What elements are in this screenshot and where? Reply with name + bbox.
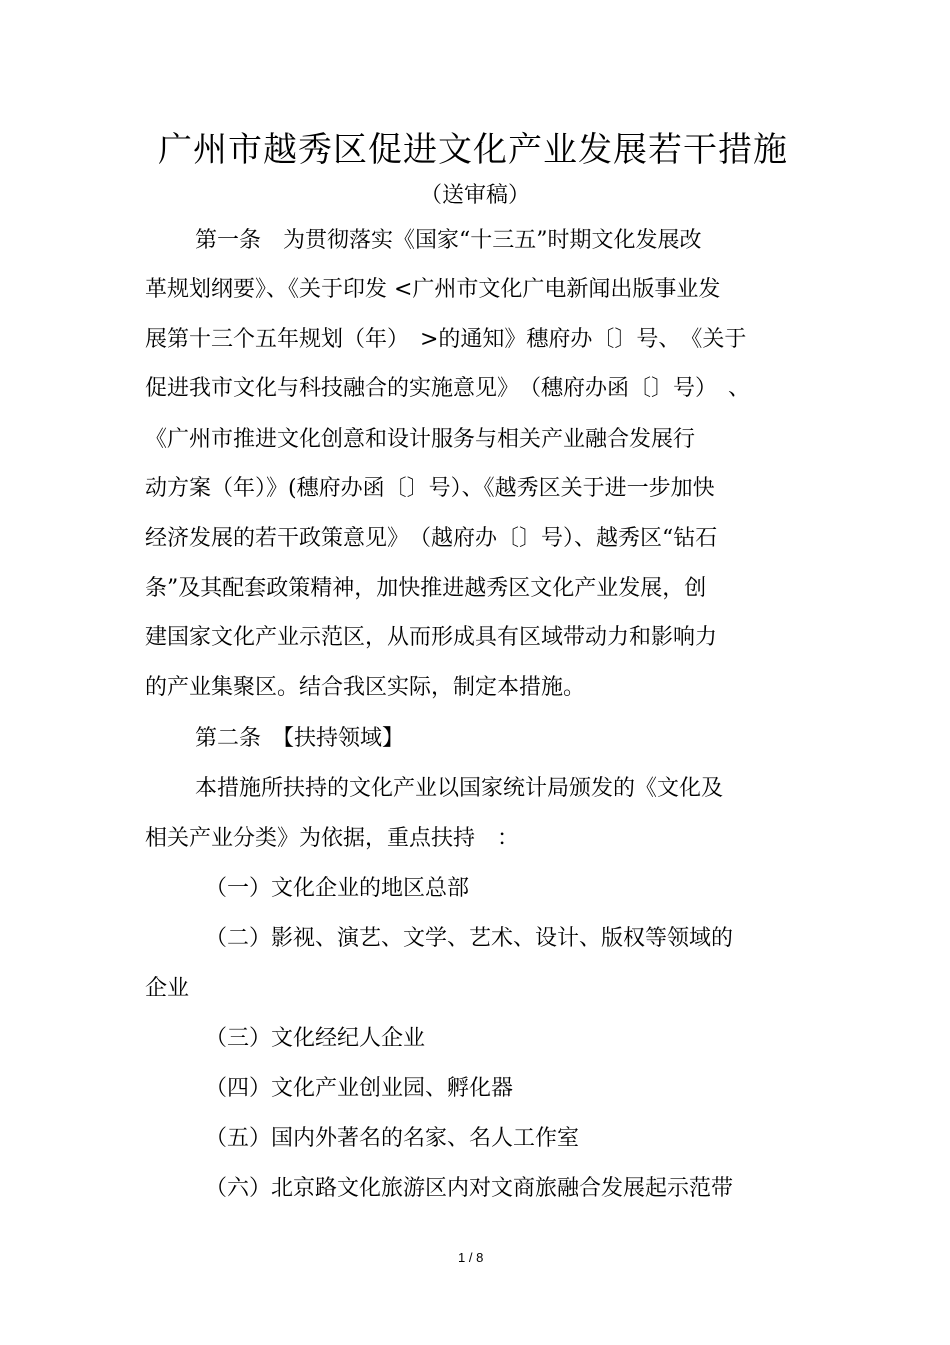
text-line: 相关产业分类》为依据，重点扶持 ： xyxy=(145,826,520,851)
text-line: 本措施所扶持的文化产业以国家统计局颁发的《文化及 xyxy=(195,776,724,801)
list-item-continuation: 企业 xyxy=(145,976,190,1001)
text-line: 《广州市推进文化创意和设计服务与相关产业融合发展行 xyxy=(145,427,696,452)
text-line: 革规划纲要》、《关于印发 <广州市文化广电新闻出版事业发 xyxy=(145,277,721,302)
text-line: 展第十三个五年规划（年） >的通知》穗府办〔〕号、 《关于 xyxy=(145,327,747,352)
text-line: 促进我市文化与科技融合的实施意见》 （穗府办函〔〕号） 、 xyxy=(145,376,751,401)
list-item: （四）文化产业创业园、孵化器 xyxy=(205,1076,514,1101)
list-item: （六）北京路文化旅游区内对文商旅融合发展起示范带 xyxy=(205,1176,734,1201)
text-line: 的产业集聚区。结合我区实际，制定本措施。 xyxy=(145,675,586,700)
list-item: （三）文化经纪人企业 xyxy=(205,1026,426,1051)
text-line: 动方案（年）》(穗府办函〔〕号）、《越秀区关于进一步加快 xyxy=(145,476,715,501)
document-title: 广州市越秀区促进文化产业发展若干措施 xyxy=(158,130,788,170)
list-item: （二）影视、演艺、文学、艺术、设计、版权等领域的 xyxy=(205,926,734,951)
text-line: 建国家文化产业示范区，从而形成具有区域带动力和影响力 xyxy=(145,625,718,650)
document-subtitle: （送审稿） xyxy=(420,183,531,208)
list-item: （五）国内外著名的名家、名人工作室 xyxy=(205,1126,580,1151)
page-number: 1 / 8 xyxy=(458,1250,484,1265)
text-line: 第一条 为贯彻落实《国家“十三五”时期文化发展改 xyxy=(195,228,702,253)
text-line: 条”及其配套政策精神，加快推进越秀区文化产业发展，创 xyxy=(145,576,707,601)
section-heading: 第二条 【扶持领域】 xyxy=(195,726,405,751)
list-item: （一）文化企业的地区总部 xyxy=(205,876,470,901)
text-line: 经济发展的若干政策意见》 （越府办〔〕号）、越秀区“钻石 xyxy=(145,526,718,551)
